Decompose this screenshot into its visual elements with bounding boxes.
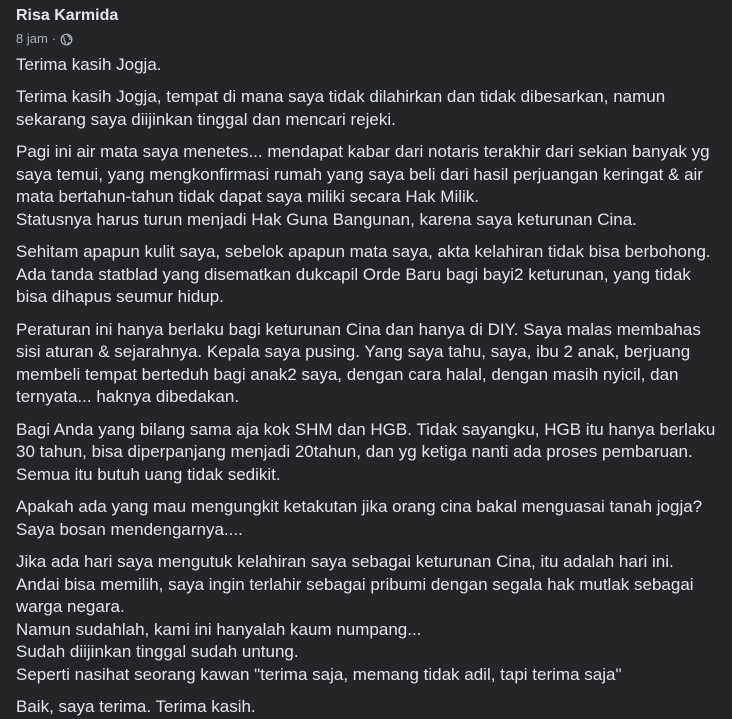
- meta-separator: ·: [51, 31, 57, 46]
- post-text-line: Jika ada hari saya mengutuk kelahiran saya sebagai keturunan Cina, itu adalah hari ini. Andai bisa memilih, saya ingin terlahir sebagai pribumi dengan segala hak mutlak sebagai warga negara.: [16, 552, 694, 617]
- post-text-line: Bagi Anda yang bilang sama aja kok SHM dan HGB. Tidak sayangku, HGB itu hanya berlaku 30 tahun, bisa diperpanjang menjadi 20tahun, dan yg ketiga nanti ada proses pembaruan. Semua itu butuh uang tidak sedikit.: [16, 419, 716, 484]
- post-text-line: Peraturan ini hanya berlaku bagi keturunan Cina dan hanya di DIY. Saya malas membahas sisi aturan & sejarahnya. Kepala saya pusing. Yang saya tahu, saya, ibu 2 anak, berjuang membeli tempat berteduh bagi anak2 saya, dengan cara halal, dengan masih nyicil, dan ternyata... haknya dibedakan.: [16, 319, 701, 407]
- post-text-line: Namun sudahlah, kami ini hanyalah kaum numpang...: [16, 619, 422, 639]
- post-text-line: Saya bosan mendengarnya....: [16, 519, 243, 539]
- post-text-line: Terima kasih Jogja, tempat di mana saya tidak dilahirkan dan tidak dibesarkan, namun sekarang saya diijinkan tinggal dan mencari rejeki.: [16, 87, 666, 129]
- post-paragraph: [16, 419, 716, 487]
- post-paragraph: [16, 319, 716, 409]
- post-text-line: Apakah ada yang mau mengungkit ketakutan jika orang cina bakal menguasai tanah jogja?: [16, 497, 703, 517]
- post-author-name[interactable]: Risa Karmida: [16, 7, 119, 24]
- post-text-line: Statusnya harus turun menjadi Hak Guna Bangunan, karena saya keturunan Cina.: [16, 209, 637, 229]
- post-paragraph: [16, 241, 716, 309]
- post-text-line: Baik, saya terima. Terima kasih.: [16, 697, 256, 717]
- post-body: [16, 54, 716, 719]
- post-paragraph: [16, 551, 716, 687]
- post-text-line: Terima kasih Jogja.: [16, 55, 162, 74]
- post-paragraph: [16, 54, 716, 77]
- post-paragraph: [16, 696, 716, 719]
- post-text-line: Seperti nasihat seorang kawan "terima saja, memang tidak adil, tapi terima saja": [16, 665, 622, 685]
- post-timestamp[interactable]: 8 jam: [16, 31, 48, 46]
- post-paragraph: [16, 86, 716, 131]
- post-paragraph: [16, 141, 716, 231]
- post-text-line: Sehitam apapun kulit saya, sebelok apapun mata saya, akta kelahiran tidak bisa berbohong. Ada tanda statblad yang disematkan dukcapil Orde Baru bagi bayi2 keturunan, yang tidak bisa dihapus seumur hidup.: [16, 242, 711, 307]
- post-paragraph: [16, 496, 716, 541]
- post-meta: [16, 31, 716, 47]
- post-text-line: Pagi ini air mata saya menetes... mendapat kabar dari notaris terakhir dari sekian banyak yg saya temui, yang mengkonfirmasi rumah yang saya beli dari hasil perjuangan keringat & air mata bertahun-tahun tidak dapat saya miliki secara Hak Milik.: [16, 142, 710, 207]
- post-text-line: Sudah diijinkan tinggal sudah untung.: [16, 642, 299, 662]
- globe-icon[interactable]: [60, 33, 73, 46]
